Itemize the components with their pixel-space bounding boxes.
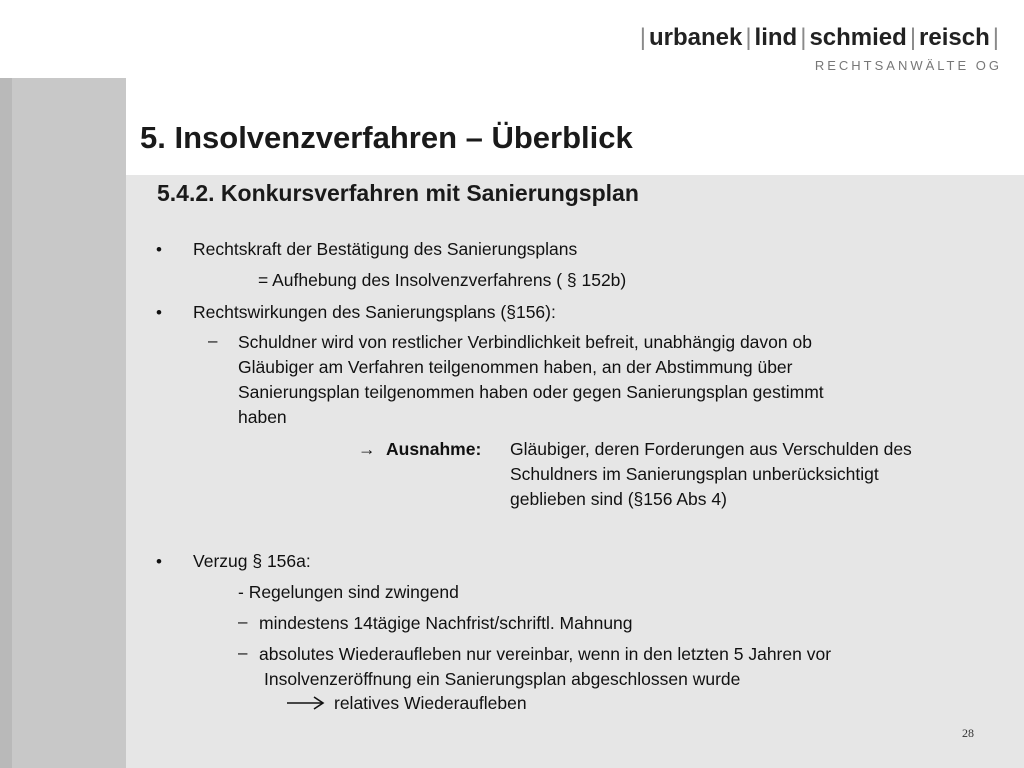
bullet-3-item-2: mindestens 14tägige Nachfrist/schriftl. Mahnung: [259, 613, 633, 633]
bullet-3-text: Verzug § 156a:: [193, 551, 311, 571]
logo-names: | urbanek | lind | schmied | reisch |: [639, 24, 999, 51]
bullet-2-sub-line-1: Schuldner wird von restlicher Verbindlichkeit befreit, unabhängig davon ob: [238, 332, 812, 352]
logo-name-3: schmied: [809, 24, 907, 51]
bullet-2-sub-line-3: Sanierungsplan teilgenommen haben oder gegen Sanierungsplan gestimmt: [238, 382, 824, 402]
bullet-2-marker: •: [156, 303, 162, 322]
bullet-3-item-2-dash: –: [238, 612, 248, 631]
logo-subtitle: RECHTSANWÄLTE OG: [814, 58, 1002, 73]
bullet-3-marker: •: [156, 552, 162, 571]
bullet-3-result: relatives Wiederaufleben: [334, 693, 527, 713]
long-arrow-icon: [286, 695, 326, 711]
exception-arrow-icon: →: [358, 439, 376, 459]
bullet-1-text: Rechtskraft der Bestätigung des Sanierungsplans: [193, 239, 578, 259]
slide-title: 5. Insolvenzverfahren – Überblick: [140, 120, 633, 155]
left-decor-bar: [0, 78, 126, 768]
bullet-2-text: Rechtswirkungen des Sanierungsplans (§156):: [193, 302, 556, 322]
bullet-2-dash: –: [208, 331, 218, 350]
firm-logo: [637, 24, 1002, 73]
bullet-2-sub-line-4: haben: [238, 407, 287, 427]
slide-subtitle: 5.4.2. Konkursverfahren mit Sanierungsplan: [157, 180, 639, 206]
bullet-3-item-1: - Regelungen sind zwingend: [238, 582, 459, 602]
left-decor-bar-edge: [0, 78, 12, 768]
exception-line-1: Gläubiger, deren Forderungen aus Verschulden des: [510, 439, 912, 459]
logo-name-4: reisch: [919, 24, 990, 51]
exception-line-2: Schuldners im Sanierungsplan unberücksichtigt: [510, 464, 879, 484]
logo-name-1: urbanek: [648, 24, 743, 51]
bullet-3-item-3-dash: –: [238, 643, 248, 662]
exception-line-3: geblieben sind (§156 Abs 4): [510, 489, 727, 509]
bullet-3-item-3-line-1: absolutes Wiederaufleben nur vereinbar, wenn in den letzten 5 Jahren vor: [259, 644, 832, 664]
logo-name-2: lind: [754, 24, 798, 51]
exception-label: Ausnahme:: [386, 439, 482, 459]
page-number: 28: [962, 726, 974, 740]
bullet-1-marker: •: [156, 240, 162, 259]
bullet-2-sub-line-2: Gläubiger am Verfahren teilgenommen haben, an der Abstimmung über: [238, 357, 793, 377]
bullet-1-detail: = Aufhebung des Insolvenzverfahrens ( § 152b): [258, 270, 627, 290]
bullet-3-item-3-line-2: Insolvenzeröffnung ein Sanierungsplan abgeschlossen wurde: [264, 669, 741, 689]
